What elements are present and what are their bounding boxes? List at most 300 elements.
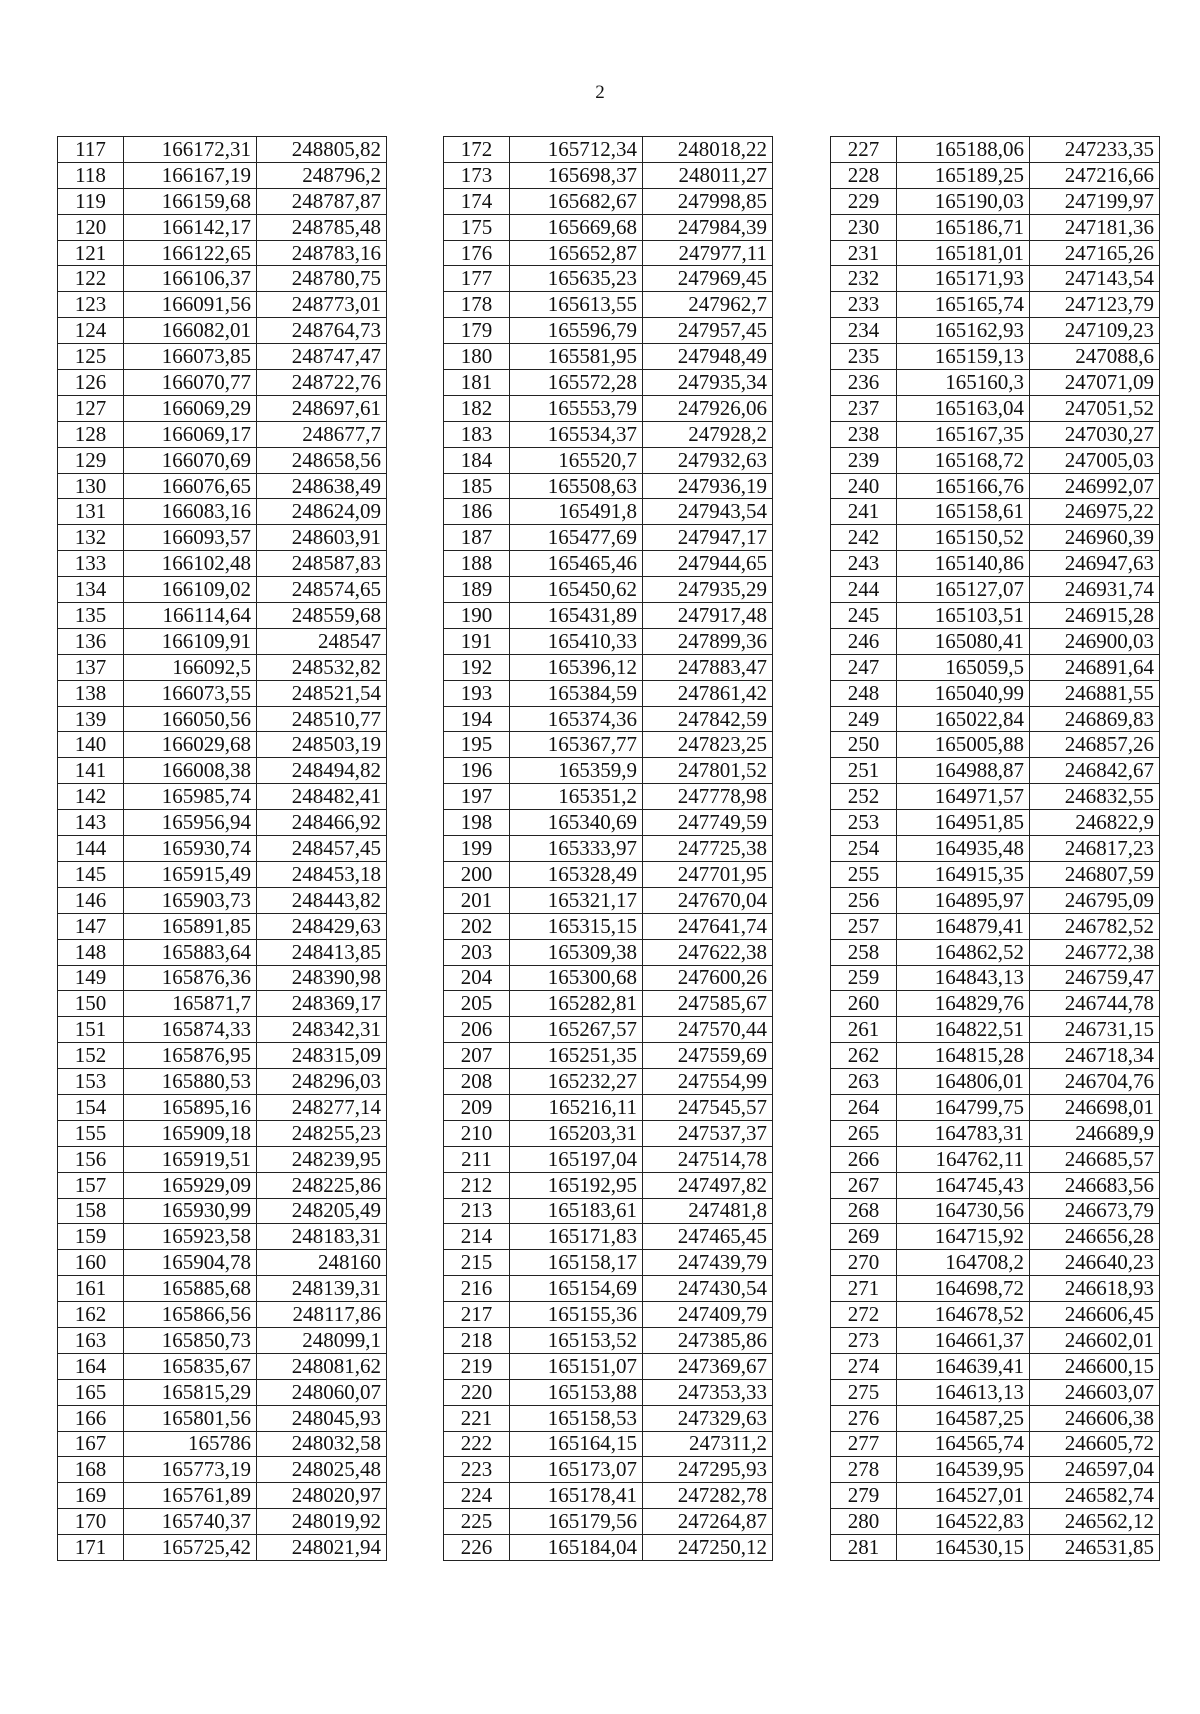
table-row (58, 1535, 387, 1561)
table-row (58, 1405, 387, 1431)
point-number-cell: 209 (444, 1094, 510, 1120)
y-coordinate-cell: 246744,78 (1030, 991, 1160, 1017)
x-coordinate-cell: 165300,68 (510, 965, 643, 991)
table-row (58, 887, 387, 913)
point-number-cell: 276 (831, 1405, 897, 1431)
table-row (444, 1198, 773, 1224)
point-number-cell: 274 (831, 1353, 897, 1379)
table-row (58, 784, 387, 810)
table-row (444, 1146, 773, 1172)
table-row (58, 758, 387, 784)
point-number-cell: 154 (58, 1094, 124, 1120)
y-coordinate-cell: 248697,61 (257, 395, 387, 421)
point-number-cell: 207 (444, 1043, 510, 1069)
y-coordinate-cell: 248045,93 (257, 1405, 387, 1431)
y-coordinate-cell: 248494,82 (257, 758, 387, 784)
x-coordinate-cell: 165140,86 (897, 551, 1030, 577)
y-coordinate-cell: 248574,65 (257, 577, 387, 603)
x-coordinate-cell: 165880,53 (124, 1069, 257, 1095)
table-row (831, 1327, 1160, 1353)
table-row (444, 654, 773, 680)
y-coordinate-cell: 246685,57 (1030, 1146, 1160, 1172)
table-row (444, 1094, 773, 1120)
table-row (444, 1043, 773, 1069)
x-coordinate-cell: 165181,01 (897, 240, 1030, 266)
y-coordinate-cell: 246582,74 (1030, 1483, 1160, 1509)
x-coordinate-cell: 165712,34 (510, 137, 643, 163)
x-coordinate-cell: 165171,83 (510, 1224, 643, 1250)
x-coordinate-cell: 165164,15 (510, 1431, 643, 1457)
y-coordinate-cell: 247109,23 (1030, 318, 1160, 344)
table-row (831, 1457, 1160, 1483)
table-row (831, 1302, 1160, 1328)
y-coordinate-cell: 246842,67 (1030, 758, 1160, 784)
x-coordinate-cell: 165956,94 (124, 810, 257, 836)
point-number-cell: 243 (831, 551, 897, 577)
x-coordinate-cell: 166093,57 (124, 525, 257, 551)
y-coordinate-cell: 246602,01 (1030, 1327, 1160, 1353)
x-coordinate-cell: 164565,74 (897, 1431, 1030, 1457)
y-coordinate-cell: 247264,87 (643, 1509, 773, 1535)
y-coordinate-cell: 248390,98 (257, 965, 387, 991)
table-row (831, 1509, 1160, 1535)
table-row (58, 1198, 387, 1224)
x-coordinate-cell: 164935,48 (897, 836, 1030, 862)
x-coordinate-cell: 166142,17 (124, 214, 257, 240)
y-coordinate-cell: 248796,2 (257, 162, 387, 188)
table-row (831, 603, 1160, 629)
y-coordinate-cell: 247030,27 (1030, 421, 1160, 447)
y-coordinate-cell: 247537,37 (643, 1120, 773, 1146)
y-coordinate-cell: 246772,38 (1030, 939, 1160, 965)
x-coordinate-cell: 165929,09 (124, 1172, 257, 1198)
table-row (831, 965, 1160, 991)
x-coordinate-cell: 166070,77 (124, 370, 257, 396)
x-coordinate-cell: 164915,35 (897, 861, 1030, 887)
x-coordinate-cell: 164715,92 (897, 1224, 1030, 1250)
point-number-cell: 168 (58, 1457, 124, 1483)
point-number-cell: 136 (58, 628, 124, 654)
point-number-cell: 279 (831, 1483, 897, 1509)
x-coordinate-cell: 165553,79 (510, 395, 643, 421)
point-number-cell: 217 (444, 1302, 510, 1328)
point-number-cell: 234 (831, 318, 897, 344)
table-row (444, 318, 773, 344)
x-coordinate-cell: 165059,5 (897, 654, 1030, 680)
table-row (58, 551, 387, 577)
y-coordinate-cell: 246656,28 (1030, 1224, 1160, 1250)
point-number-cell: 249 (831, 706, 897, 732)
y-coordinate-cell: 248603,91 (257, 525, 387, 551)
point-number-cell: 198 (444, 810, 510, 836)
point-number-cell: 264 (831, 1094, 897, 1120)
x-coordinate-cell: 165491,8 (510, 499, 643, 525)
y-coordinate-cell: 247233,35 (1030, 137, 1160, 163)
x-coordinate-cell: 165158,53 (510, 1405, 643, 1431)
y-coordinate-cell: 247936,19 (643, 473, 773, 499)
point-number-cell: 235 (831, 344, 897, 370)
point-number-cell: 200 (444, 861, 510, 887)
x-coordinate-cell: 166069,29 (124, 395, 257, 421)
y-coordinate-cell: 246618,93 (1030, 1276, 1160, 1302)
table-row (444, 447, 773, 473)
x-coordinate-cell: 166167,19 (124, 162, 257, 188)
y-coordinate-cell: 248587,83 (257, 551, 387, 577)
coordinate-table-3 (830, 136, 1160, 1561)
y-coordinate-cell: 247216,66 (1030, 162, 1160, 188)
x-coordinate-cell: 165904,78 (124, 1250, 257, 1276)
point-number-cell: 227 (831, 137, 897, 163)
point-number-cell: 193 (444, 680, 510, 706)
table-row (831, 1120, 1160, 1146)
table-row (831, 1535, 1160, 1561)
point-number-cell: 208 (444, 1069, 510, 1095)
point-number-cell: 191 (444, 628, 510, 654)
x-coordinate-cell: 164708,2 (897, 1250, 1030, 1276)
x-coordinate-cell: 165850,73 (124, 1327, 257, 1353)
table-row (831, 395, 1160, 421)
y-coordinate-cell: 247282,78 (643, 1483, 773, 1509)
table-row (58, 1431, 387, 1457)
table-row (58, 1353, 387, 1379)
point-number-cell: 141 (58, 758, 124, 784)
x-coordinate-cell: 165725,42 (124, 1535, 257, 1561)
y-coordinate-cell: 247670,04 (643, 887, 773, 913)
table-row (831, 887, 1160, 913)
y-coordinate-cell: 248722,76 (257, 370, 387, 396)
point-number-cell: 213 (444, 1198, 510, 1224)
y-coordinate-cell: 246600,15 (1030, 1353, 1160, 1379)
x-coordinate-cell: 165150,52 (897, 525, 1030, 551)
y-coordinate-cell: 246992,07 (1030, 473, 1160, 499)
table-row (58, 240, 387, 266)
y-coordinate-cell: 247935,34 (643, 370, 773, 396)
point-number-cell: 163 (58, 1327, 124, 1353)
table-row (831, 732, 1160, 758)
point-number-cell: 153 (58, 1069, 124, 1095)
point-number-cell: 148 (58, 939, 124, 965)
table-row (58, 861, 387, 887)
table-row (58, 654, 387, 680)
x-coordinate-cell: 166092,5 (124, 654, 257, 680)
x-coordinate-cell: 164951,85 (897, 810, 1030, 836)
point-number-cell: 236 (831, 370, 897, 396)
x-coordinate-cell: 165835,67 (124, 1353, 257, 1379)
point-number-cell: 250 (831, 732, 897, 758)
x-coordinate-cell: 166029,68 (124, 732, 257, 758)
point-number-cell: 126 (58, 370, 124, 396)
x-coordinate-cell: 165159,13 (897, 344, 1030, 370)
table-row (831, 784, 1160, 810)
y-coordinate-cell: 246822,9 (1030, 810, 1160, 836)
table-row (444, 1017, 773, 1043)
point-number-cell: 263 (831, 1069, 897, 1095)
x-coordinate-cell: 164661,37 (897, 1327, 1030, 1353)
point-number-cell: 129 (58, 447, 124, 473)
table-row (444, 551, 773, 577)
table-row (58, 1483, 387, 1509)
x-coordinate-cell: 165158,17 (510, 1250, 643, 1276)
x-coordinate-cell: 166050,56 (124, 706, 257, 732)
x-coordinate-cell: 165876,36 (124, 965, 257, 991)
point-number-cell: 272 (831, 1302, 897, 1328)
point-number-cell: 224 (444, 1483, 510, 1509)
table-row (444, 939, 773, 965)
point-number-cell: 165 (58, 1379, 124, 1405)
table-row (58, 1379, 387, 1405)
x-coordinate-cell: 165801,56 (124, 1405, 257, 1431)
table-row (444, 395, 773, 421)
point-number-cell: 240 (831, 473, 897, 499)
y-coordinate-cell: 246807,59 (1030, 861, 1160, 887)
y-coordinate-cell: 248225,86 (257, 1172, 387, 1198)
point-number-cell: 220 (444, 1379, 510, 1405)
y-coordinate-cell: 248780,75 (257, 266, 387, 292)
point-number-cell: 205 (444, 991, 510, 1017)
table-row (58, 680, 387, 706)
x-coordinate-cell: 165682,67 (510, 188, 643, 214)
x-coordinate-cell: 165396,12 (510, 654, 643, 680)
y-coordinate-cell: 246603,07 (1030, 1379, 1160, 1405)
point-number-cell: 171 (58, 1535, 124, 1561)
x-coordinate-cell: 165635,23 (510, 266, 643, 292)
table-row (58, 1327, 387, 1353)
point-number-cell: 261 (831, 1017, 897, 1043)
x-coordinate-cell: 164862,52 (897, 939, 1030, 965)
x-coordinate-cell: 165153,88 (510, 1379, 643, 1405)
point-number-cell: 130 (58, 473, 124, 499)
point-number-cell: 262 (831, 1043, 897, 1069)
point-number-cell: 169 (58, 1483, 124, 1509)
table-row (58, 1457, 387, 1483)
table-row (444, 603, 773, 629)
point-number-cell: 120 (58, 214, 124, 240)
table-row (58, 525, 387, 551)
table-row (831, 188, 1160, 214)
point-number-cell: 157 (58, 1172, 124, 1198)
point-number-cell: 118 (58, 162, 124, 188)
point-number-cell: 223 (444, 1457, 510, 1483)
table-row (444, 991, 773, 1017)
table-row (444, 1431, 773, 1457)
y-coordinate-cell: 247947,17 (643, 525, 773, 551)
point-number-cell: 278 (831, 1457, 897, 1483)
y-coordinate-cell: 247123,79 (1030, 292, 1160, 318)
y-coordinate-cell: 247801,52 (643, 758, 773, 784)
y-coordinate-cell: 246975,22 (1030, 499, 1160, 525)
y-coordinate-cell: 248020,97 (257, 1483, 387, 1509)
point-number-cell: 247 (831, 654, 897, 680)
x-coordinate-cell: 166109,02 (124, 577, 257, 603)
y-coordinate-cell: 248413,85 (257, 939, 387, 965)
y-coordinate-cell: 247554,99 (643, 1069, 773, 1095)
table-row (58, 137, 387, 163)
table-row (831, 861, 1160, 887)
x-coordinate-cell: 165572,28 (510, 370, 643, 396)
y-coordinate-cell: 247926,06 (643, 395, 773, 421)
x-coordinate-cell: 165669,68 (510, 214, 643, 240)
table-row (58, 1094, 387, 1120)
y-coordinate-cell: 247984,39 (643, 214, 773, 240)
y-coordinate-cell: 246947,63 (1030, 551, 1160, 577)
table-row (831, 810, 1160, 836)
point-number-cell: 135 (58, 603, 124, 629)
y-coordinate-cell: 246605,72 (1030, 1431, 1160, 1457)
y-coordinate-cell: 248021,94 (257, 1535, 387, 1561)
y-coordinate-cell: 248369,17 (257, 991, 387, 1017)
y-coordinate-cell: 247749,59 (643, 810, 773, 836)
point-number-cell: 188 (444, 551, 510, 577)
x-coordinate-cell: 165903,73 (124, 887, 257, 913)
x-coordinate-cell: 166109,91 (124, 628, 257, 654)
x-coordinate-cell: 165773,19 (124, 1457, 257, 1483)
y-coordinate-cell: 246817,23 (1030, 836, 1160, 862)
point-number-cell: 257 (831, 913, 897, 939)
point-number-cell: 158 (58, 1198, 124, 1224)
x-coordinate-cell: 166159,68 (124, 188, 257, 214)
table-row (444, 810, 773, 836)
x-coordinate-cell: 165359,9 (510, 758, 643, 784)
table-row (58, 162, 387, 188)
point-number-cell: 253 (831, 810, 897, 836)
point-number-cell: 195 (444, 732, 510, 758)
point-number-cell: 138 (58, 680, 124, 706)
y-coordinate-cell: 248277,14 (257, 1094, 387, 1120)
point-number-cell: 277 (831, 1431, 897, 1457)
y-coordinate-cell: 246795,09 (1030, 887, 1160, 913)
y-coordinate-cell: 248315,09 (257, 1043, 387, 1069)
table-row (444, 732, 773, 758)
x-coordinate-cell: 166076,65 (124, 473, 257, 499)
point-number-cell: 219 (444, 1353, 510, 1379)
y-coordinate-cell: 247701,95 (643, 861, 773, 887)
y-coordinate-cell: 248239,95 (257, 1146, 387, 1172)
y-coordinate-cell: 247497,82 (643, 1172, 773, 1198)
table-row (444, 499, 773, 525)
x-coordinate-cell: 165154,69 (510, 1276, 643, 1302)
y-coordinate-cell: 246731,15 (1030, 1017, 1160, 1043)
x-coordinate-cell: 165340,69 (510, 810, 643, 836)
table-row (58, 421, 387, 447)
table-row (444, 913, 773, 939)
y-coordinate-cell: 247430,54 (643, 1276, 773, 1302)
point-number-cell: 201 (444, 887, 510, 913)
x-coordinate-cell: 165885,68 (124, 1276, 257, 1302)
table-row (831, 1198, 1160, 1224)
x-coordinate-cell: 165167,35 (897, 421, 1030, 447)
x-coordinate-cell: 166106,37 (124, 266, 257, 292)
table-row (58, 991, 387, 1017)
point-number-cell: 245 (831, 603, 897, 629)
table-row (444, 887, 773, 913)
y-coordinate-cell: 247600,26 (643, 965, 773, 991)
y-coordinate-cell: 246832,55 (1030, 784, 1160, 810)
table-row (58, 318, 387, 344)
table-row (58, 292, 387, 318)
table-row (831, 836, 1160, 862)
y-coordinate-cell: 247295,93 (643, 1457, 773, 1483)
point-number-cell: 267 (831, 1172, 897, 1198)
y-coordinate-cell: 246857,26 (1030, 732, 1160, 758)
y-coordinate-cell: 246915,28 (1030, 603, 1160, 629)
table-row (58, 1146, 387, 1172)
y-coordinate-cell: 246597,04 (1030, 1457, 1160, 1483)
y-coordinate-cell: 248117,86 (257, 1302, 387, 1328)
x-coordinate-cell: 164829,76 (897, 991, 1030, 1017)
y-coordinate-cell: 247369,67 (643, 1353, 773, 1379)
x-coordinate-cell: 165203,31 (510, 1120, 643, 1146)
table-row (831, 318, 1160, 344)
y-coordinate-cell: 247385,86 (643, 1327, 773, 1353)
y-coordinate-cell: 247944,65 (643, 551, 773, 577)
table-row (444, 1457, 773, 1483)
point-number-cell: 140 (58, 732, 124, 758)
y-coordinate-cell: 247948,49 (643, 344, 773, 370)
point-number-cell: 144 (58, 836, 124, 862)
point-number-cell: 216 (444, 1276, 510, 1302)
point-number-cell: 251 (831, 758, 897, 784)
x-coordinate-cell: 165168,72 (897, 447, 1030, 473)
y-coordinate-cell: 247932,63 (643, 447, 773, 473)
point-number-cell: 166 (58, 1405, 124, 1431)
y-coordinate-cell: 246931,74 (1030, 577, 1160, 603)
y-coordinate-cell: 248783,16 (257, 240, 387, 266)
point-number-cell: 187 (444, 525, 510, 551)
point-number-cell: 149 (58, 965, 124, 991)
point-number-cell: 265 (831, 1120, 897, 1146)
x-coordinate-cell: 164698,72 (897, 1276, 1030, 1302)
point-number-cell: 128 (58, 421, 124, 447)
x-coordinate-cell: 165315,15 (510, 913, 643, 939)
y-coordinate-cell: 248099,1 (257, 1327, 387, 1353)
x-coordinate-cell: 165267,57 (510, 1017, 643, 1043)
point-number-cell: 254 (831, 836, 897, 862)
table-row (444, 188, 773, 214)
y-coordinate-cell: 247641,74 (643, 913, 773, 939)
y-coordinate-cell: 248805,82 (257, 137, 387, 163)
table-row (58, 577, 387, 603)
table-row (444, 1224, 773, 1250)
table-row (58, 1302, 387, 1328)
x-coordinate-cell: 165351,2 (510, 784, 643, 810)
y-coordinate-cell: 246704,76 (1030, 1069, 1160, 1095)
y-coordinate-cell: 247545,57 (643, 1094, 773, 1120)
x-coordinate-cell: 164587,25 (897, 1405, 1030, 1431)
x-coordinate-cell: 165005,88 (897, 732, 1030, 758)
y-coordinate-cell: 247481,8 (643, 1198, 773, 1224)
table-row (831, 1353, 1160, 1379)
point-number-cell: 151 (58, 1017, 124, 1043)
x-coordinate-cell: 166172,31 (124, 137, 257, 163)
table-row (444, 266, 773, 292)
table-row (58, 603, 387, 629)
table-row (444, 214, 773, 240)
y-coordinate-cell: 248296,03 (257, 1069, 387, 1095)
x-coordinate-cell: 166082,01 (124, 318, 257, 344)
point-number-cell: 239 (831, 447, 897, 473)
table-row (831, 137, 1160, 163)
x-coordinate-cell: 166091,56 (124, 292, 257, 318)
y-coordinate-cell: 246960,39 (1030, 525, 1160, 551)
point-number-cell: 194 (444, 706, 510, 732)
table-row (58, 473, 387, 499)
y-coordinate-cell: 247005,03 (1030, 447, 1160, 473)
x-coordinate-cell: 164971,57 (897, 784, 1030, 810)
table-row (58, 965, 387, 991)
point-number-cell: 174 (444, 188, 510, 214)
x-coordinate-cell: 165431,89 (510, 603, 643, 629)
table-row (444, 577, 773, 603)
